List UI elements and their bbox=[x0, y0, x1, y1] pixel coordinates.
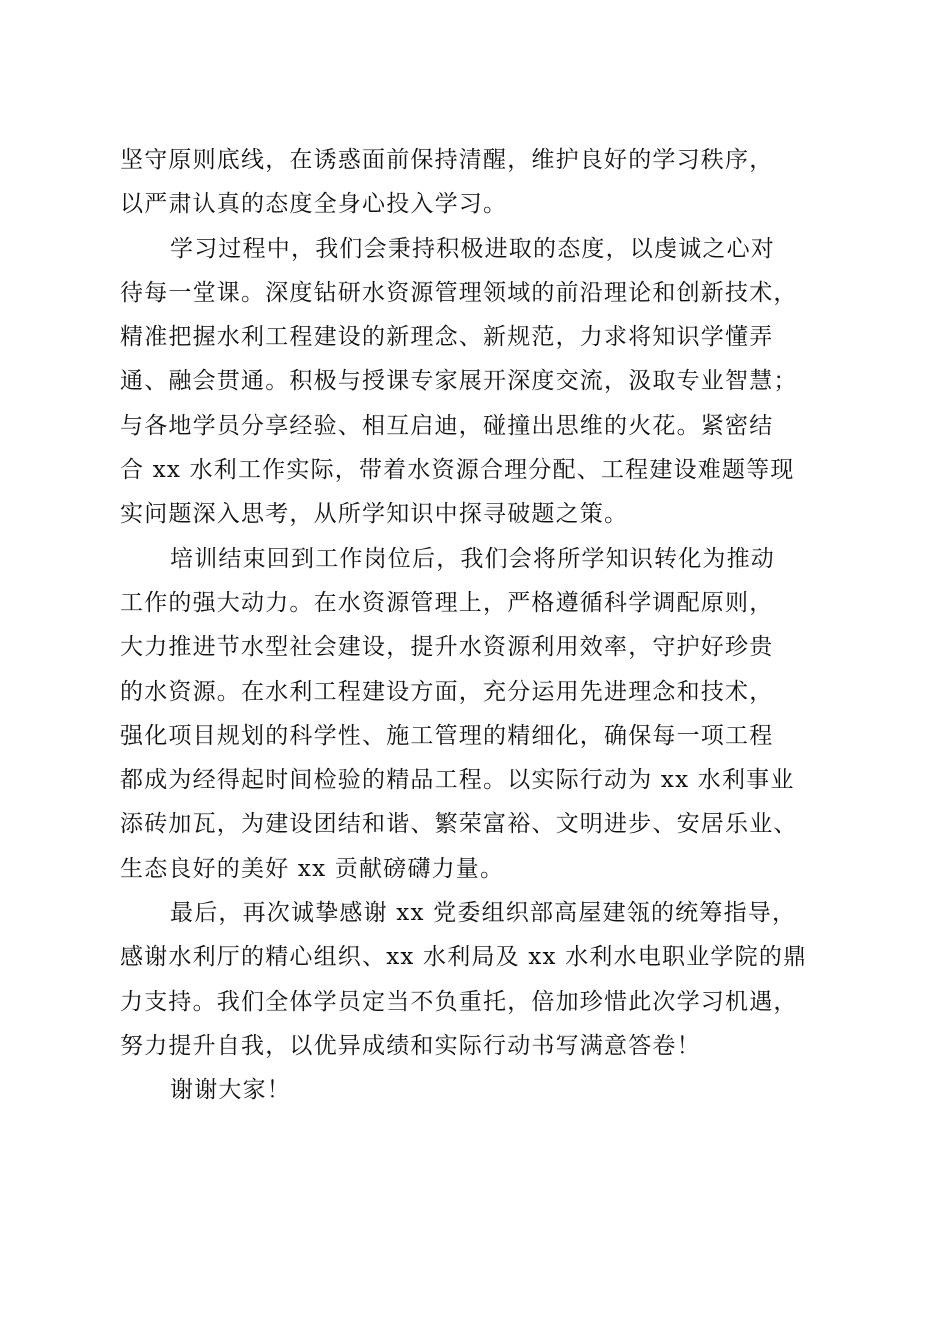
paragraph-line: 通、融会贯通。积极与授课专家展开深度交流，汲取专业智慧； bbox=[120, 368, 798, 395]
paragraph-3 bbox=[120, 537, 840, 891]
document-body bbox=[120, 138, 840, 1113]
paragraph-line: 待每一堂课。深度钻研水资源管理领域的前沿理论和创新技术， bbox=[120, 279, 798, 306]
paragraph-line: 实问题深入思考，从所学知识中探寻破题之策。 bbox=[120, 501, 629, 528]
paragraph-line: 以严肃认真的态度全身心投入学习。 bbox=[120, 191, 508, 218]
paragraph-line: 感谢水利厅的精心组织、xx 水利局及 xx 水利水电职业学院的鼎 bbox=[120, 944, 808, 971]
paragraph-line: 合 xx 水利工作实际，带着水资源合理分配、工程建设难题等现 bbox=[120, 457, 795, 484]
paragraph-line: 培训结束回到工作岗位后，我们会将所学知识转化为推动 bbox=[170, 545, 775, 572]
paragraph-line: 精准把握水利工程建设的新理念、新规范，力求将知识学懂弄 bbox=[120, 324, 774, 351]
paragraph-line: 与各地学员分享经验、相互启迪，碰撞出思维的火花。紧密结 bbox=[120, 412, 774, 439]
paragraph-4 bbox=[120, 891, 840, 1068]
paragraph-1 bbox=[120, 138, 840, 227]
paragraph-line: 学习过程中，我们会秉持积极进取的态度，以虔诚之心对 bbox=[170, 235, 775, 262]
closing-line: 谢谢大家！ bbox=[170, 1077, 291, 1104]
paragraph-line: 坚守原则底线，在诱惑面前保持清醒，维护良好的学习秩序， bbox=[120, 147, 774, 173]
paragraph-line: 大力推进节水型社会建设，提升水资源利用效率，守护好珍贵 bbox=[120, 634, 774, 661]
paragraph-line: 力支持。我们全体学员定当不负重托，倍加珍惜此次学习机遇， bbox=[120, 988, 798, 1015]
paragraph-line: 强化项目规划的科学性、施工管理的精细化，确保每一项工程 bbox=[120, 722, 774, 749]
paragraph-line: 添砖加瓦，为建设团结和谐、繁荣富裕、文明进步、安居乐业、 bbox=[120, 811, 798, 838]
paragraph-line: 生态良好的美好 xx 贡献磅礴力量。 bbox=[120, 855, 505, 882]
paragraph-2 bbox=[120, 227, 840, 537]
paragraph-5 bbox=[120, 1068, 840, 1112]
paragraph-line: 工作的强大动力。在水资源管理上，严格遵循科学调配原则， bbox=[120, 589, 774, 616]
paragraph-line: 的水资源。在水利工程建设方面，充分运用先进理念和技术， bbox=[120, 678, 774, 705]
paragraph-line: 都成为经得起时间检验的精品工程。以实际行动为 xx 水利事业 bbox=[120, 767, 795, 794]
paragraph-line: 最后，再次诚挚感谢 xx 党委组织部高屋建瓴的统筹指导， bbox=[170, 900, 797, 927]
paragraph-line: 努力提升自我，以优异成绩和实际行动书写满意答卷！ bbox=[120, 1032, 701, 1059]
